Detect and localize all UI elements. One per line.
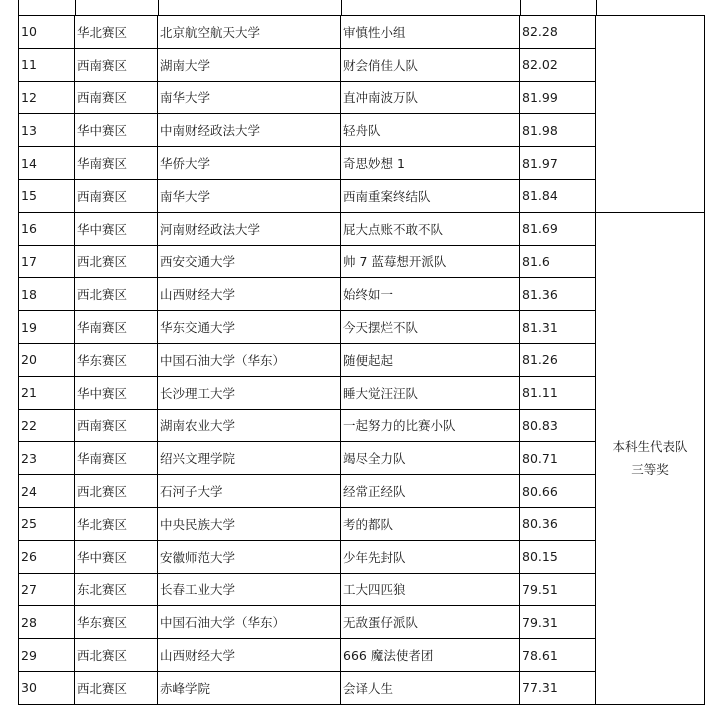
score-cell: 81.69 — [520, 212, 596, 245]
column-divider — [596, 0, 597, 15]
rank-cell: 11 — [19, 48, 75, 81]
rank-cell: 15 — [19, 179, 75, 212]
rank-cell: 18 — [19, 278, 75, 311]
region-cell: 华东赛区 — [75, 343, 158, 376]
region-cell: 西北赛区 — [75, 245, 158, 278]
team-cell: 财会俏佳人队 — [341, 48, 520, 81]
team-cell: 竭尽全力队 — [341, 442, 520, 475]
school-cell: 湖南农业大学 — [158, 409, 341, 442]
team-cell: 666 魔法使者团 — [341, 639, 520, 672]
rank-cell: 14 — [19, 147, 75, 180]
region-cell: 华中赛区 — [75, 114, 158, 147]
score-cell: 81.6 — [520, 245, 596, 278]
team-cell: 今天摆烂不队 — [341, 311, 520, 344]
rank-cell: 20 — [19, 343, 75, 376]
results-table-body — [19, 16, 705, 705]
team-cell: 无敌蛋仔派队 — [341, 606, 520, 639]
region-cell: 西北赛区 — [75, 671, 158, 704]
score-cell: 78.61 — [520, 639, 596, 672]
school-cell: 山西财经大学 — [158, 639, 341, 672]
team-cell: 帅 7 蓝莓想开派队 — [341, 245, 520, 278]
region-cell: 东北赛区 — [75, 573, 158, 606]
school-cell: 长春工业大学 — [158, 573, 341, 606]
score-cell: 81.36 — [520, 278, 596, 311]
school-cell: 安徽师范大学 — [158, 540, 341, 573]
rank-cell: 12 — [19, 81, 75, 114]
region-cell: 西南赛区 — [75, 48, 158, 81]
school-cell: 长沙理工大学 — [158, 376, 341, 409]
team-cell: 审慎性小组 — [341, 16, 520, 49]
score-cell: 80.66 — [520, 475, 596, 508]
team-cell: 少年先封队 — [341, 540, 520, 573]
rank-cell: 17 — [19, 245, 75, 278]
award-cell-empty — [596, 16, 705, 213]
school-cell: 南华大学 — [158, 81, 341, 114]
region-cell: 西北赛区 — [75, 278, 158, 311]
school-cell: 石河子大学 — [158, 475, 341, 508]
award-cell — [596, 212, 705, 704]
score-cell: 80.15 — [520, 540, 596, 573]
team-cell: 会译人生 — [341, 671, 520, 704]
school-cell: 中国石油大学（华东） — [158, 343, 341, 376]
score-cell: 79.51 — [520, 573, 596, 606]
rank-cell: 19 — [19, 311, 75, 344]
rank-cell: 16 — [19, 212, 75, 245]
region-cell: 西南赛区 — [75, 409, 158, 442]
team-cell: 工大四匹狼 — [341, 573, 520, 606]
region-cell: 华南赛区 — [75, 442, 158, 475]
score-cell: 81.99 — [520, 81, 596, 114]
column-divider — [158, 0, 159, 15]
region-cell: 华南赛区 — [75, 311, 158, 344]
school-cell: 中央民族大学 — [158, 507, 341, 540]
team-cell: 经常正经队 — [341, 475, 520, 508]
rank-cell: 26 — [19, 540, 75, 573]
team-cell: 一起努力的比赛小队 — [341, 409, 520, 442]
score-cell: 81.26 — [520, 343, 596, 376]
rank-cell: 23 — [19, 442, 75, 475]
school-cell: 中国石油大学（华东） — [158, 606, 341, 639]
school-cell: 中南财经政法大学 — [158, 114, 341, 147]
score-cell: 81.84 — [520, 179, 596, 212]
column-divider — [75, 0, 76, 15]
score-cell: 82.28 — [520, 16, 596, 49]
region-cell: 华北赛区 — [75, 507, 158, 540]
rank-cell: 10 — [19, 16, 75, 49]
rank-cell: 13 — [19, 114, 75, 147]
team-cell: 轻舟队 — [341, 114, 520, 147]
region-cell: 西南赛区 — [75, 179, 158, 212]
school-cell: 河南财经政法大学 — [158, 212, 341, 245]
school-cell: 赤峰学院 — [158, 671, 341, 704]
region-cell: 华中赛区 — [75, 212, 158, 245]
rank-cell: 24 — [19, 475, 75, 508]
table-row — [19, 212, 705, 245]
region-cell: 华北赛区 — [75, 16, 158, 49]
rank-cell: 27 — [19, 573, 75, 606]
results-table — [18, 15, 705, 705]
score-cell: 80.83 — [520, 409, 596, 442]
table-row — [19, 16, 705, 49]
school-cell: 北京航空航天大学 — [158, 16, 341, 49]
region-cell: 华南赛区 — [75, 147, 158, 180]
team-cell: 始终如一 — [341, 278, 520, 311]
score-cell: 82.02 — [520, 48, 596, 81]
team-cell: 屁大点账不敢不队 — [341, 212, 520, 245]
team-cell: 随便起起 — [341, 343, 520, 376]
team-cell: 奇思妙想 1 — [341, 147, 520, 180]
school-cell: 南华大学 — [158, 179, 341, 212]
region-cell: 华中赛区 — [75, 540, 158, 573]
rank-cell: 30 — [19, 671, 75, 704]
rank-cell: 28 — [19, 606, 75, 639]
school-cell: 山西财经大学 — [158, 278, 341, 311]
region-cell: 西北赛区 — [75, 475, 158, 508]
team-cell: 西南重案终结队 — [341, 179, 520, 212]
score-cell: 81.11 — [520, 376, 596, 409]
score-cell: 80.71 — [520, 442, 596, 475]
score-cell: 81.31 — [520, 311, 596, 344]
team-cell: 考的都队 — [341, 507, 520, 540]
rank-cell: 21 — [19, 376, 75, 409]
team-cell: 睡大觉汪汪队 — [341, 376, 520, 409]
rank-cell: 22 — [19, 409, 75, 442]
school-cell: 华东交通大学 — [158, 311, 341, 344]
school-cell: 湖南大学 — [158, 48, 341, 81]
school-cell: 华侨大学 — [158, 147, 341, 180]
award-level: 三等奖 — [631, 462, 669, 478]
rank-cell: 25 — [19, 507, 75, 540]
score-cell: 79.31 — [520, 606, 596, 639]
school-cell: 绍兴文理学院 — [158, 442, 341, 475]
school-cell: 西安交通大学 — [158, 245, 341, 278]
region-cell: 西北赛区 — [75, 639, 158, 672]
score-cell: 81.97 — [520, 147, 596, 180]
column-divider — [341, 0, 342, 15]
score-cell: 77.31 — [520, 671, 596, 704]
score-cell: 81.98 — [520, 114, 596, 147]
team-cell: 直冲南波万队 — [341, 81, 520, 114]
region-cell: 华东赛区 — [75, 606, 158, 639]
column-divider — [520, 0, 521, 15]
award-category: 本科生代表队 — [612, 438, 688, 454]
score-cell: 80.36 — [520, 507, 596, 540]
rank-cell: 29 — [19, 639, 75, 672]
table-top-edge — [18, 0, 596, 15]
region-cell: 西南赛区 — [75, 81, 158, 114]
region-cell: 华中赛区 — [75, 376, 158, 409]
